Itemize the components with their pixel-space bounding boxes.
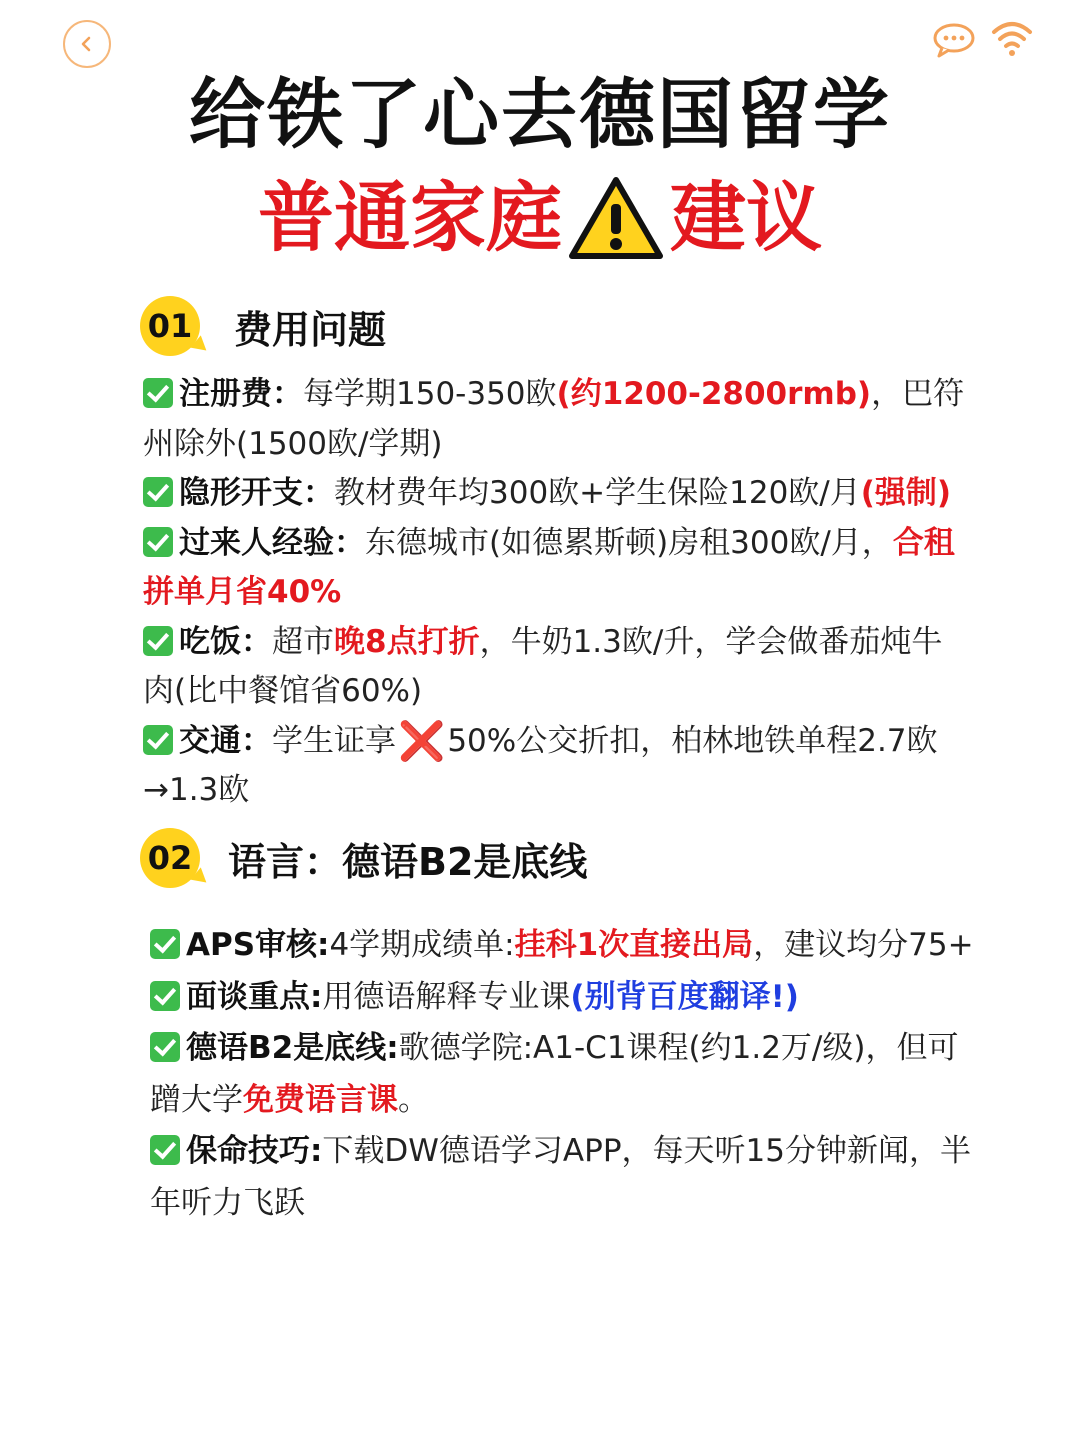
- page-subtitle: [0, 170, 1080, 265]
- warning-icon: [568, 174, 664, 262]
- section-01-list: [143, 370, 973, 816]
- list-item-food: 吃饭：超市晚8点打折，牛奶1.3欧/升，学会做番茄炖牛肉(比中餐馆省60%): [143, 623, 943, 709]
- back-chevron-icon: [77, 34, 97, 54]
- list-item-tips: 保命技巧:下载DW德语学习APP，每天听15分钟新闻，半年听力飞跃: [150, 1133, 971, 1221]
- list-item-interview: 面谈重点:用德语解释专业课(别背百度翻译!): [150, 972, 985, 1024]
- cross-icon: ❌: [398, 718, 446, 763]
- list-item-german-b2: 德语B2是底线:歌德学院:A1-C1课程(约1.2万/级)，但可蹭大学免费语言课。: [150, 1030, 959, 1118]
- check-icon: [150, 1032, 180, 1062]
- wifi-icon: [990, 18, 1034, 58]
- section-02-list: [150, 920, 985, 1229]
- section-title: 费用问题: [234, 307, 387, 352]
- section-heading-02: [140, 828, 587, 888]
- section-number-badge: 02: [140, 828, 200, 888]
- list-item-experience: 过来人经验：东德城市(如德累斯顿)房租300欧/月，合租拼单月省40%: [143, 524, 955, 610]
- page-title: 给铁了心去德国留学: [189, 70, 891, 159]
- check-icon: [143, 527, 173, 557]
- list-item-hidden-costs: 隐形开支：教材费年均300欧+学生保险120欧/月(强制): [143, 469, 973, 519]
- chat-bubble-icon[interactable]: [932, 22, 976, 58]
- check-icon: [150, 981, 180, 1011]
- section-number-badge: 01: [140, 296, 200, 356]
- subtitle-part-b: 建议: [670, 173, 822, 262]
- back-button[interactable]: [63, 20, 111, 68]
- check-icon: [143, 378, 173, 408]
- check-icon: [143, 725, 173, 755]
- check-icon: [143, 626, 173, 656]
- list-item-aps: APS审核:4学期成绩单:挂科1次直接出局，建议均分75+: [150, 920, 985, 972]
- section-title: 语言：德语B2是底线: [228, 839, 588, 884]
- section-heading-01: [140, 296, 386, 356]
- check-icon: [143, 477, 173, 507]
- list-item-registration-fee: 注册费：每学期150-350欧(约1200-2800rmb)，巴符州除外(1500欧/学期): [143, 376, 965, 462]
- check-icon: [150, 929, 180, 959]
- list-item-transport: 交通：学生证享❌50%公交折扣，柏林地铁单程2.7欧→1.3欧: [143, 718, 938, 808]
- check-icon: [150, 1135, 180, 1165]
- subtitle-part-a: 普通家庭: [258, 173, 562, 262]
